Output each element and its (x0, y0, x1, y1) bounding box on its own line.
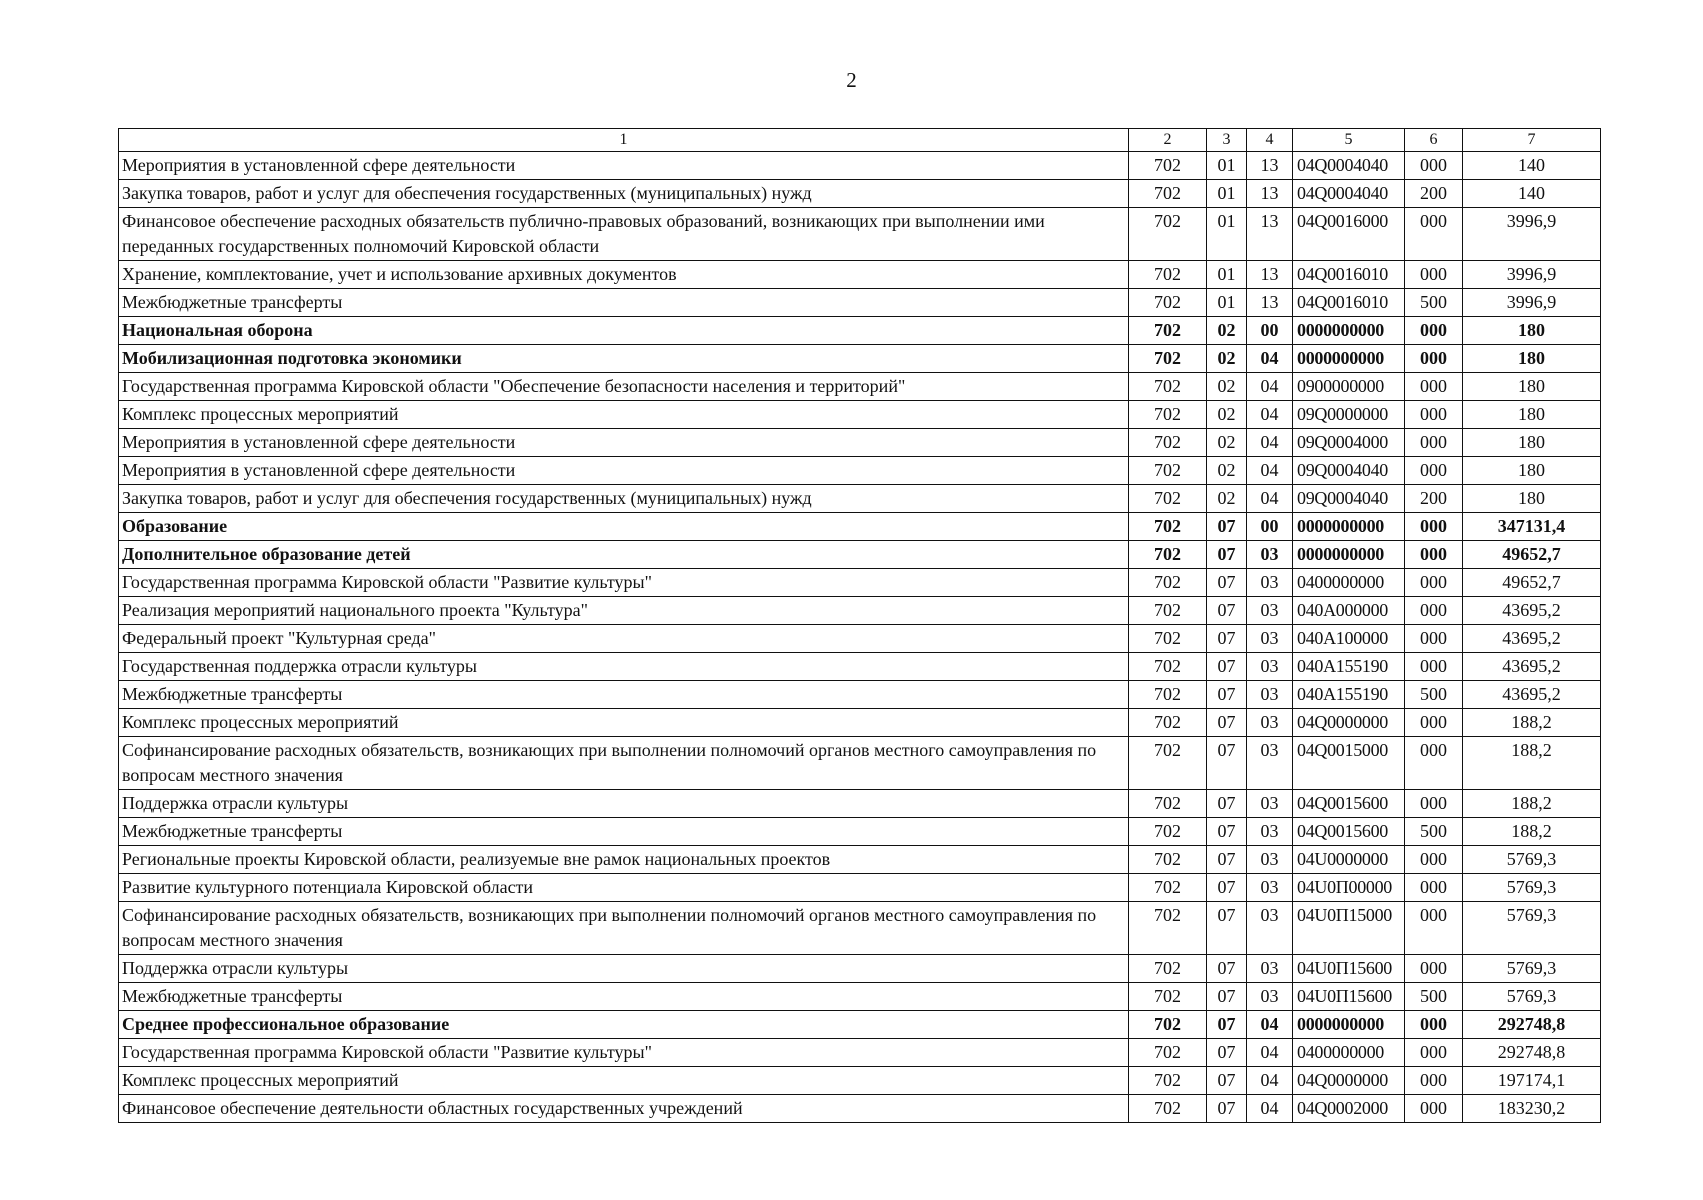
row-admin-code-cell: 702 (1129, 208, 1207, 261)
row-expense-type-cell: 200 (1405, 180, 1463, 208)
table-row (119, 1067, 1601, 1095)
row-name-cell: Государственная программа Кировской области "Обеспечение безопасности населения и территорий" (119, 373, 1129, 401)
row-name-cell: Государственная программа Кировской области "Развитие культуры" (119, 569, 1129, 597)
row-section-cell: 01 (1207, 261, 1247, 289)
row-expense-type-cell: 000 (1405, 902, 1463, 955)
row-section-cell: 02 (1207, 457, 1247, 485)
row-name-cell: Межбюджетные трансферты (119, 681, 1129, 709)
row-amount-cell: 180 (1463, 457, 1601, 485)
row-amount-cell: 5769,3 (1463, 955, 1601, 983)
row-amount-cell: 49652,7 (1463, 541, 1601, 569)
row-expense-type-cell: 000 (1405, 261, 1463, 289)
row-subsection-cell: 04 (1247, 485, 1293, 513)
row-expense-type-cell: 000 (1405, 513, 1463, 541)
row-name-cell: Мобилизационная подготовка экономики (119, 345, 1129, 373)
row-subsection-cell: 00 (1247, 513, 1293, 541)
row-subsection-cell: 03 (1247, 902, 1293, 955)
row-subsection-cell: 03 (1247, 737, 1293, 790)
row-subsection-cell: 04 (1247, 345, 1293, 373)
row-target-article-cell: 04Q0016010 (1293, 261, 1405, 289)
row-target-article-cell: 04U0П15600 (1293, 983, 1405, 1011)
row-target-article-cell: 04Q0015000 (1293, 737, 1405, 790)
row-amount-cell: 3996,9 (1463, 289, 1601, 317)
row-target-article-cell: 09Q0004040 (1293, 457, 1405, 485)
row-admin-code-cell: 702 (1129, 902, 1207, 955)
row-amount-cell: 180 (1463, 317, 1601, 345)
row-amount-cell: 3996,9 (1463, 261, 1601, 289)
row-subsection-cell: 03 (1247, 653, 1293, 681)
row-expense-type-cell: 000 (1405, 429, 1463, 457)
row-admin-code-cell: 702 (1129, 317, 1207, 345)
table-row (119, 737, 1601, 790)
row-target-article-cell: 04Q0000000 (1293, 1067, 1405, 1095)
row-admin-code-cell: 702 (1129, 846, 1207, 874)
table-row (119, 1011, 1601, 1039)
row-target-article-cell: 04Q0016010 (1293, 289, 1405, 317)
row-section-cell: 07 (1207, 541, 1247, 569)
row-target-article-cell: 0400000000 (1293, 1039, 1405, 1067)
row-name-cell: Государственная программа Кировской области "Развитие культуры" (119, 1039, 1129, 1067)
table-row (119, 874, 1601, 902)
row-section-cell: 07 (1207, 737, 1247, 790)
row-expense-type-cell: 000 (1405, 955, 1463, 983)
row-section-cell: 07 (1207, 818, 1247, 846)
row-section-cell: 07 (1207, 874, 1247, 902)
table-row (119, 373, 1601, 401)
row-target-article-cell: 04Q0000000 (1293, 709, 1405, 737)
table-row (119, 180, 1601, 208)
row-section-cell: 07 (1207, 681, 1247, 709)
table-row (119, 818, 1601, 846)
table-row (119, 681, 1601, 709)
row-name-cell: Мероприятия в установленной сфере деятельности (119, 152, 1129, 180)
row-expense-type-cell: 000 (1405, 345, 1463, 373)
row-admin-code-cell: 702 (1129, 955, 1207, 983)
row-name-cell: Межбюджетные трансферты (119, 983, 1129, 1011)
row-name-cell: Региональные проекты Кировской области, реализуемые вне рамок национальных проектов (119, 846, 1129, 874)
row-target-article-cell: 0000000000 (1293, 513, 1405, 541)
row-target-article-cell: 09Q0000000 (1293, 401, 1405, 429)
row-name-cell: Комплекс процессных мероприятий (119, 1067, 1129, 1095)
row-subsection-cell: 04 (1247, 401, 1293, 429)
row-subsection-cell: 03 (1247, 983, 1293, 1011)
row-amount-cell: 188,2 (1463, 818, 1601, 846)
row-section-cell: 02 (1207, 485, 1247, 513)
row-amount-cell: 5769,3 (1463, 874, 1601, 902)
row-section-cell: 07 (1207, 1095, 1247, 1123)
row-expense-type-cell: 000 (1405, 401, 1463, 429)
row-amount-cell: 140 (1463, 180, 1601, 208)
row-name-cell: Межбюджетные трансферты (119, 818, 1129, 846)
row-expense-type-cell: 000 (1405, 1067, 1463, 1095)
row-amount-cell: 43695,2 (1463, 625, 1601, 653)
row-section-cell: 02 (1207, 345, 1247, 373)
row-target-article-cell: 0900000000 (1293, 373, 1405, 401)
row-admin-code-cell: 702 (1129, 1039, 1207, 1067)
row-subsection-cell: 03 (1247, 846, 1293, 874)
row-admin-code-cell: 702 (1129, 485, 1207, 513)
row-name-cell: Государственная поддержка отрасли культуры (119, 653, 1129, 681)
table-row (119, 902, 1601, 955)
row-admin-code-cell: 702 (1129, 874, 1207, 902)
row-expense-type-cell: 000 (1405, 569, 1463, 597)
row-expense-type-cell: 000 (1405, 790, 1463, 818)
table-row (119, 1095, 1601, 1123)
row-expense-type-cell: 000 (1405, 1095, 1463, 1123)
row-name-cell: Софинансирование расходных обязательств, возникающих при выполнении полномочий органов местного самоуправления по вопросам местного значения (119, 902, 1129, 955)
table-row (119, 846, 1601, 874)
table-row (119, 485, 1601, 513)
row-admin-code-cell: 702 (1129, 401, 1207, 429)
row-section-cell: 02 (1207, 373, 1247, 401)
row-name-cell: Софинансирование расходных обязательств, возникающих при выполнении полномочий органов местного самоуправления по вопросам местного значения (119, 737, 1129, 790)
row-expense-type-cell: 000 (1405, 874, 1463, 902)
row-section-cell: 07 (1207, 1039, 1247, 1067)
table-row (119, 625, 1601, 653)
row-subsection-cell: 03 (1247, 625, 1293, 653)
row-section-cell: 07 (1207, 846, 1247, 874)
row-expense-type-cell: 000 (1405, 457, 1463, 485)
row-amount-cell: 188,2 (1463, 709, 1601, 737)
row-expense-type-cell: 000 (1405, 597, 1463, 625)
row-expense-type-cell: 500 (1405, 818, 1463, 846)
row-amount-cell: 292748,8 (1463, 1011, 1601, 1039)
row-admin-code-cell: 702 (1129, 289, 1207, 317)
row-name-cell: Развитие культурного потенциала Кировской области (119, 874, 1129, 902)
table-row (119, 653, 1601, 681)
table-row (119, 513, 1601, 541)
row-target-article-cell: 04Q0016000 (1293, 208, 1405, 261)
row-target-article-cell: 04U0П15000 (1293, 902, 1405, 955)
row-admin-code-cell: 702 (1129, 261, 1207, 289)
row-name-cell: Закупка товаров, работ и услуг для обеспечения государственных (муниципальных) нужд (119, 485, 1129, 513)
row-section-cell: 02 (1207, 429, 1247, 457)
row-section-cell: 07 (1207, 513, 1247, 541)
row-target-article-cell: 04Q0015600 (1293, 818, 1405, 846)
row-section-cell: 07 (1207, 653, 1247, 681)
row-admin-code-cell: 702 (1129, 709, 1207, 737)
table-row (119, 345, 1601, 373)
row-subsection-cell: 03 (1247, 681, 1293, 709)
row-amount-cell: 188,2 (1463, 737, 1601, 790)
table-row (119, 597, 1601, 625)
header-cell-1: 1 (119, 129, 1129, 152)
row-expense-type-cell: 000 (1405, 1039, 1463, 1067)
header-cell-5: 5 (1293, 129, 1405, 152)
row-target-article-cell: 0000000000 (1293, 317, 1405, 345)
row-name-cell: Межбюджетные трансферты (119, 289, 1129, 317)
row-target-article-cell: 0000000000 (1293, 1011, 1405, 1039)
row-admin-code-cell: 702 (1129, 541, 1207, 569)
row-admin-code-cell: 702 (1129, 1011, 1207, 1039)
row-section-cell: 01 (1207, 180, 1247, 208)
row-admin-code-cell: 702 (1129, 429, 1207, 457)
row-section-cell: 07 (1207, 1067, 1247, 1095)
row-admin-code-cell: 702 (1129, 1067, 1207, 1095)
row-amount-cell: 43695,2 (1463, 681, 1601, 709)
row-admin-code-cell: 702 (1129, 681, 1207, 709)
row-name-cell: Поддержка отрасли культуры (119, 790, 1129, 818)
row-amount-cell: 180 (1463, 429, 1601, 457)
row-expense-type-cell: 000 (1405, 541, 1463, 569)
row-name-cell: Среднее профессиональное образование (119, 1011, 1129, 1039)
row-name-cell: Поддержка отрасли культуры (119, 955, 1129, 983)
row-name-cell: Мероприятия в установленной сфере деятельности (119, 457, 1129, 485)
row-section-cell: 01 (1207, 152, 1247, 180)
row-target-article-cell: 04U0000000 (1293, 846, 1405, 874)
row-admin-code-cell: 702 (1129, 790, 1207, 818)
row-subsection-cell: 04 (1247, 1095, 1293, 1123)
row-expense-type-cell: 000 (1405, 152, 1463, 180)
row-amount-cell: 5769,3 (1463, 983, 1601, 1011)
row-subsection-cell: 03 (1247, 955, 1293, 983)
row-name-cell: Комплекс процессных мероприятий (119, 709, 1129, 737)
header-cell-6: 6 (1405, 129, 1463, 152)
row-subsection-cell: 04 (1247, 1039, 1293, 1067)
header-cell-7: 7 (1463, 129, 1601, 152)
row-expense-type-cell: 000 (1405, 373, 1463, 401)
row-subsection-cell: 04 (1247, 1067, 1293, 1095)
row-amount-cell: 43695,2 (1463, 653, 1601, 681)
row-subsection-cell: 03 (1247, 818, 1293, 846)
row-target-article-cell: 040A155190 (1293, 681, 1405, 709)
row-subsection-cell: 03 (1247, 597, 1293, 625)
row-subsection-cell: 04 (1247, 457, 1293, 485)
table-row (119, 152, 1601, 180)
table-row (119, 401, 1601, 429)
header-cell-3: 3 (1207, 129, 1247, 152)
row-target-article-cell: 04Q0004040 (1293, 152, 1405, 180)
row-admin-code-cell: 702 (1129, 513, 1207, 541)
row-admin-code-cell: 702 (1129, 345, 1207, 373)
row-amount-cell: 43695,2 (1463, 597, 1601, 625)
row-amount-cell: 3996,9 (1463, 208, 1601, 261)
table-row (119, 429, 1601, 457)
row-name-cell: Хранение, комплектование, учет и использование архивных документов (119, 261, 1129, 289)
row-section-cell: 07 (1207, 1011, 1247, 1039)
row-amount-cell: 140 (1463, 152, 1601, 180)
row-amount-cell: 5769,3 (1463, 846, 1601, 874)
row-subsection-cell: 03 (1247, 569, 1293, 597)
row-admin-code-cell: 702 (1129, 983, 1207, 1011)
row-expense-type-cell: 000 (1405, 737, 1463, 790)
row-target-article-cell: 0000000000 (1293, 541, 1405, 569)
table-row (119, 261, 1601, 289)
row-amount-cell: 197174,1 (1463, 1067, 1601, 1095)
row-target-article-cell: 04Q0015600 (1293, 790, 1405, 818)
row-subsection-cell: 13 (1247, 289, 1293, 317)
row-subsection-cell: 03 (1247, 790, 1293, 818)
row-section-cell: 02 (1207, 401, 1247, 429)
row-subsection-cell: 00 (1247, 317, 1293, 345)
row-expense-type-cell: 000 (1405, 709, 1463, 737)
row-target-article-cell: 04U0П00000 (1293, 874, 1405, 902)
row-name-cell: Мероприятия в установленной сфере деятельности (119, 429, 1129, 457)
row-admin-code-cell: 702 (1129, 180, 1207, 208)
row-subsection-cell: 13 (1247, 152, 1293, 180)
row-subsection-cell: 13 (1247, 180, 1293, 208)
row-name-cell: Финансовое обеспечение расходных обязательств публично-правовых образований, возникающих при выполнении ими переданных государственных полномочий Кировской области (119, 208, 1129, 261)
row-amount-cell: 180 (1463, 373, 1601, 401)
row-subsection-cell: 03 (1247, 709, 1293, 737)
table-row (119, 289, 1601, 317)
row-admin-code-cell: 702 (1129, 737, 1207, 790)
table-row (119, 541, 1601, 569)
row-admin-code-cell: 702 (1129, 373, 1207, 401)
table-row (119, 457, 1601, 485)
row-section-cell: 02 (1207, 317, 1247, 345)
row-target-article-cell: 040A100000 (1293, 625, 1405, 653)
row-section-cell: 07 (1207, 597, 1247, 625)
row-amount-cell: 292748,8 (1463, 1039, 1601, 1067)
row-name-cell: Комплекс процессных мероприятий (119, 401, 1129, 429)
row-subsection-cell: 04 (1247, 373, 1293, 401)
table-row (119, 790, 1601, 818)
row-name-cell: Финансовое обеспечение деятельности областных государственных учреждений (119, 1095, 1129, 1123)
row-expense-type-cell: 500 (1405, 681, 1463, 709)
row-admin-code-cell: 702 (1129, 818, 1207, 846)
row-name-cell: Федеральный проект "Культурная среда" (119, 625, 1129, 653)
row-section-cell: 07 (1207, 569, 1247, 597)
row-subsection-cell: 03 (1247, 874, 1293, 902)
header-cell-4: 4 (1247, 129, 1293, 152)
row-section-cell: 01 (1207, 208, 1247, 261)
row-admin-code-cell: 702 (1129, 625, 1207, 653)
row-subsection-cell: 04 (1247, 1011, 1293, 1039)
row-target-article-cell: 0400000000 (1293, 569, 1405, 597)
row-expense-type-cell: 000 (1405, 317, 1463, 345)
row-expense-type-cell: 000 (1405, 1011, 1463, 1039)
row-section-cell: 01 (1207, 289, 1247, 317)
row-expense-type-cell: 500 (1405, 983, 1463, 1011)
row-target-article-cell: 04Q0004040 (1293, 180, 1405, 208)
row-section-cell: 07 (1207, 790, 1247, 818)
row-admin-code-cell: 702 (1129, 1095, 1207, 1123)
row-section-cell: 07 (1207, 955, 1247, 983)
row-target-article-cell: 040A155190 (1293, 653, 1405, 681)
table-row (119, 983, 1601, 1011)
row-admin-code-cell: 702 (1129, 653, 1207, 681)
row-name-cell: Дополнительное образование детей (119, 541, 1129, 569)
table-row (119, 709, 1601, 737)
row-admin-code-cell: 702 (1129, 569, 1207, 597)
table-header-row (119, 129, 1601, 152)
row-admin-code-cell: 702 (1129, 597, 1207, 625)
row-expense-type-cell: 200 (1405, 485, 1463, 513)
row-name-cell: Образование (119, 513, 1129, 541)
row-name-cell: Национальная оборона (119, 317, 1129, 345)
row-amount-cell: 5769,3 (1463, 902, 1601, 955)
row-section-cell: 07 (1207, 625, 1247, 653)
header-cell-2: 2 (1129, 129, 1207, 152)
table-row (119, 955, 1601, 983)
row-name-cell: Реализация мероприятий национального проекта "Культура" (119, 597, 1129, 625)
row-target-article-cell: 0000000000 (1293, 345, 1405, 373)
row-expense-type-cell: 000 (1405, 208, 1463, 261)
row-target-article-cell: 09Q0004040 (1293, 485, 1405, 513)
row-section-cell: 07 (1207, 709, 1247, 737)
row-target-article-cell: 09Q0004000 (1293, 429, 1405, 457)
row-name-cell: Закупка товаров, работ и услуг для обеспечения государственных (муниципальных) нужд (119, 180, 1129, 208)
row-amount-cell: 180 (1463, 345, 1601, 373)
table-row (119, 569, 1601, 597)
row-amount-cell: 180 (1463, 401, 1601, 429)
table-row (119, 208, 1601, 261)
row-expense-type-cell: 000 (1405, 653, 1463, 681)
row-section-cell: 07 (1207, 983, 1247, 1011)
row-expense-type-cell: 500 (1405, 289, 1463, 317)
budget-table (118, 128, 1601, 1123)
row-amount-cell: 347131,4 (1463, 513, 1601, 541)
row-subsection-cell: 04 (1247, 429, 1293, 457)
row-section-cell: 07 (1207, 902, 1247, 955)
row-subsection-cell: 03 (1247, 541, 1293, 569)
row-target-article-cell: 040A000000 (1293, 597, 1405, 625)
table-row (119, 317, 1601, 345)
page-number: 2 (846, 68, 857, 92)
row-expense-type-cell: 000 (1405, 625, 1463, 653)
row-amount-cell: 188,2 (1463, 790, 1601, 818)
row-admin-code-cell: 702 (1129, 152, 1207, 180)
row-amount-cell: 49652,7 (1463, 569, 1601, 597)
row-target-article-cell: 04U0П15600 (1293, 955, 1405, 983)
row-admin-code-cell: 702 (1129, 457, 1207, 485)
row-subsection-cell: 13 (1247, 208, 1293, 261)
row-amount-cell: 180 (1463, 485, 1601, 513)
row-expense-type-cell: 000 (1405, 846, 1463, 874)
table-row (119, 1039, 1601, 1067)
row-amount-cell: 183230,2 (1463, 1095, 1601, 1123)
row-target-article-cell: 04Q0002000 (1293, 1095, 1405, 1123)
row-subsection-cell: 13 (1247, 261, 1293, 289)
